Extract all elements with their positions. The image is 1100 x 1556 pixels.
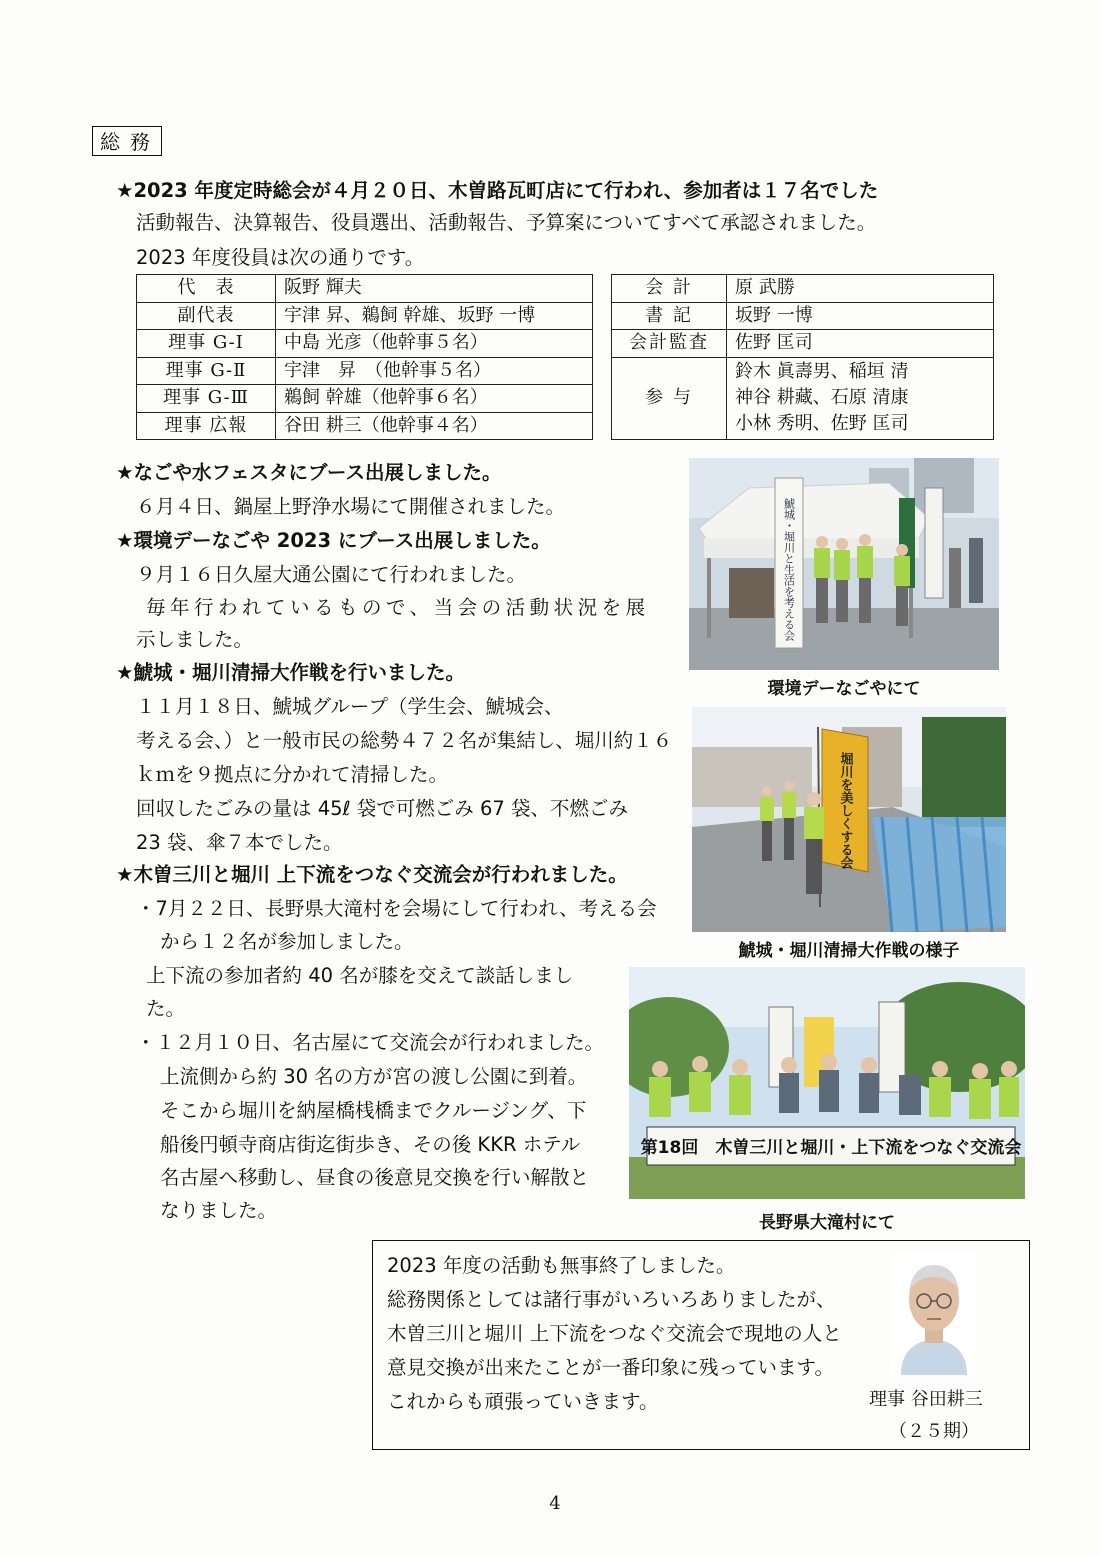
exchange-text: なりました。 <box>160 1199 278 1222</box>
officer-name: 中島 光彦（他幹事５名） <box>276 330 593 358</box>
message-box <box>372 1240 1030 1450</box>
officer-name: 阪野 輝夫 <box>276 275 593 303</box>
officer-name: 谷田 耕三（他幹事４名） <box>276 412 593 440</box>
exchange-text: ・１２月１０日、名古屋にて交流会が行われました。 <box>136 1031 605 1054</box>
author-portrait <box>891 1251 977 1375</box>
clean-text: 回収したごみの量は 45ℓ 袋で可燃ごみ 67 袋、不燃ごみ <box>136 797 628 820</box>
meeting-heading: ★2023 年度定時総会が４月２０日、木曽路瓦町店にて行われ、参加者は１７名でした <box>116 179 879 202</box>
fes-text: ６月４日、鍋屋上野浄水場にて開催されました。 <box>136 495 566 518</box>
officer-role: 理事 G-Ⅲ <box>137 385 276 413</box>
officer-name: 宇津 昇、鵜飼 幹雄、坂野 一博 <box>276 302 593 330</box>
exchange-text: 上流側から約 30 名の方が宮の渡し公園に到着。 <box>160 1065 588 1088</box>
officer-name: 宇津 昇 （他幹事５名） <box>276 357 593 385</box>
exchange-text: そこから堀川を納屋橋桟橋までクルージング、下 <box>160 1099 587 1122</box>
group-photo <box>629 967 1025 1199</box>
exchange-text: 名古屋へ移動し、昼食の後意見交換を行い解散と <box>160 1166 590 1189</box>
officer-role: 代 表 <box>137 275 276 303</box>
exchange-heading: ★木曽三川と堀川 上下流をつなぐ交流会が行われました。 <box>116 863 628 886</box>
photo1-caption: 環境デーなごやにて <box>767 679 921 699</box>
meeting-text: 活動報告、決算報告、役員選出、活動報告、予算案についてすべて承認されました。 <box>136 211 877 234</box>
exchange-text: た。 <box>146 997 186 1020</box>
clean-text: １１月１８日、鯱城グループ（学生会、鯱城会、 <box>136 695 564 718</box>
clean-heading: ★鯱城・堀川清掃大作戦を行いました。 <box>116 661 465 684</box>
advisor-line: 小林 秀明、佐野 匡司 <box>735 413 909 435</box>
section-title: 総務 <box>92 126 162 156</box>
exchange-text: ・7月２２日、長野県大滝村を会場にして行われ、考える会 <box>136 897 657 920</box>
author-term: （２５期） <box>889 1421 979 1442</box>
officer-name: 原 武勝 <box>727 275 994 303</box>
env-heading: ★環境デーなごや 2023 にブース出展しました。 <box>116 529 551 552</box>
message-line: これからも頑張っていきます。 <box>387 1390 659 1413</box>
officer-name: 坂野 一博 <box>727 302 994 330</box>
advisors-role: 参 与 <box>612 357 727 440</box>
clean-text: 考える会、）と一般市民の総勢４７２名が集結し、堀川約１６ <box>136 729 673 752</box>
exchange-text: から１２名が参加しました。 <box>160 930 414 953</box>
exchange-text: 船後円頓寺商店街迄街歩き、その後 KKR ホテル <box>160 1133 581 1156</box>
env-text: 示しました。 <box>136 628 254 651</box>
message-line: 意見交換が出来たことが一番印象に残っています。 <box>387 1356 834 1379</box>
advisors-list <box>727 357 994 440</box>
fes-heading: ★なごや水フェスタにブース出展しました。 <box>116 461 502 484</box>
officer-role: 理事 G-Ⅱ <box>137 357 276 385</box>
page-number: 4 <box>549 1493 561 1514</box>
author-name: 理事 谷田耕三 <box>869 1389 983 1410</box>
message-line: 総務関係としては諸行事がいろいろありましたが、 <box>387 1288 836 1311</box>
clean-text: 23 袋、傘７本でした。 <box>136 831 343 854</box>
officer-role: 理事 広報 <box>137 412 276 440</box>
env-text: 毎年行われているもので、当会の活動状況を展 <box>146 596 650 619</box>
officer-role: 理事 G-Ⅰ <box>137 330 276 358</box>
photo2-caption: 鯱城・堀川清掃大作戦の様子 <box>738 941 960 961</box>
officer-role: 書 記 <box>612 302 727 330</box>
officer-name: 鵜飼 幹雄（他幹事６名） <box>276 385 593 413</box>
booth-photo <box>689 458 999 670</box>
clean-text: ｋｍを９拠点に分かれて清掃した。 <box>136 763 449 786</box>
photo3-caption: 長野県大滝村にて <box>759 1213 895 1233</box>
exchange-text: 上下流の参加者約 40 名が膝を交えて談話しまし <box>146 964 574 987</box>
advisor-line: 神谷 耕藏、石原 清康 <box>735 387 909 409</box>
officers-intro: 2023 年度役員は次の通りです。 <box>136 246 425 269</box>
officer-role: 会計監査 <box>612 330 727 358</box>
advisor-line: 鈴木 眞壽男、稲垣 清 <box>735 361 909 383</box>
photo3-banner: 第18回 木曽三川と堀川・上下流をつなぐ交流会 <box>640 1138 1022 1158</box>
photo2-banner: 堀川を美しくする会 <box>837 752 853 869</box>
cleanup-photo <box>692 707 1006 932</box>
officer-name: 佐野 匡司 <box>727 330 994 358</box>
env-text: ９月１６日久屋大通公園にて行われました。 <box>136 563 527 586</box>
photo1-banner: 鯱城・堀川と生活を考える会 <box>782 498 796 641</box>
message-line: 2023 年度の活動も無事終了しました。 <box>387 1254 736 1277</box>
officers-table <box>136 274 994 440</box>
officer-role: 副代表 <box>137 302 276 330</box>
officer-role: 会 計 <box>612 275 727 303</box>
message-line: 木曽三川と堀川 上下流をつなぐ交流会で現地の人と <box>387 1322 842 1345</box>
